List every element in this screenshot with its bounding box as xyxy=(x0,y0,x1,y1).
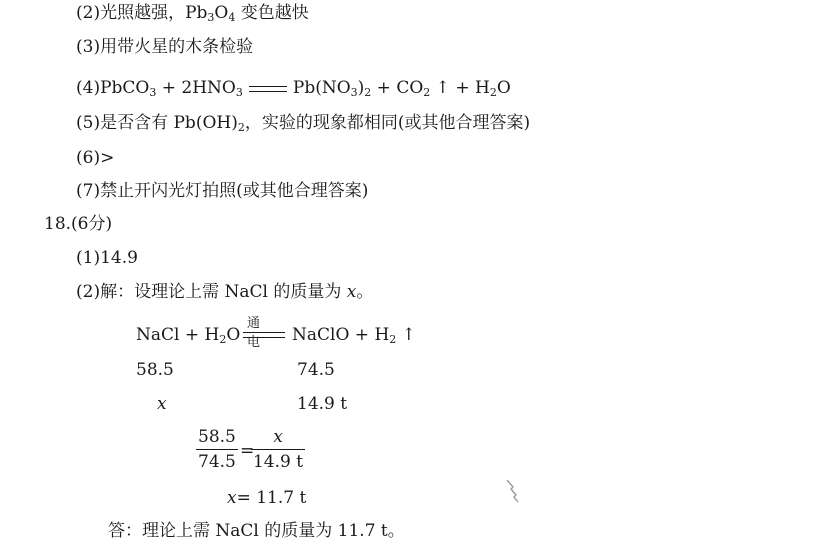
item-number: (6) xyxy=(76,148,101,168)
item-number: (2) xyxy=(76,282,101,302)
molar-mass-nacl: 58.5 xyxy=(136,360,174,380)
q18-part-2: (2)解：设理论上需 NaCl 的质量为 x。 xyxy=(76,282,374,302)
q18-part-1 xyxy=(76,247,138,269)
item-text: 禁止开闪光灯拍照(或其他合理答案) xyxy=(100,181,369,201)
item-2 xyxy=(76,2,309,24)
item-number: (1) xyxy=(76,248,101,268)
known-mass: 14.9 t xyxy=(297,394,348,414)
condition-label: 通电 xyxy=(247,316,261,350)
fraction-right xyxy=(251,426,305,473)
item-text: 光照越强，$Pb_3O_4$ 变色越快 xyxy=(100,3,309,24)
item-text: 用带火星的木条检验 xyxy=(100,37,254,57)
item-7 xyxy=(76,180,368,202)
question-18-header: 18.(6分) xyxy=(44,214,113,234)
item-number: (7) xyxy=(76,181,101,201)
reaction-right: NaClO + $H_2$ ↑ xyxy=(292,325,416,346)
fraction-denominator: 74.5 xyxy=(198,452,236,472)
fraction-denominator: 14.9 t xyxy=(252,452,304,472)
unknown-x: x xyxy=(157,394,167,414)
fraction-numerator: 58.5 xyxy=(196,426,238,450)
item-text: 是否含有 $Pb(OH)_2$，实验的现象都相同(或其他合理答案) xyxy=(100,113,531,134)
scan-speck-mark xyxy=(504,478,522,504)
molar-mass-naclo: 74.5 xyxy=(297,360,335,380)
item-text: 14.9 xyxy=(100,248,138,268)
item-number: (5) xyxy=(76,113,101,133)
item-6 xyxy=(76,147,114,169)
item-number: (3) xyxy=(76,37,101,57)
result: x= 11.7 t xyxy=(227,488,307,508)
item-5 xyxy=(76,112,530,134)
item-number: (2) xyxy=(76,3,101,23)
double-bar-equals xyxy=(249,84,287,94)
item-number: (4) xyxy=(76,78,101,98)
equals-sign: = xyxy=(240,441,255,461)
fraction-left xyxy=(196,426,238,473)
chemical-equation: PbCO$_3$ + $2HNO_3$ $Pb(NO_3)_2 + CO_2$ ↑ + $H_2O$ xyxy=(100,78,511,99)
final-answer: 答：理论上需 NaCl 的质量为 11.7 t。 xyxy=(108,521,405,541)
fraction-numerator: x xyxy=(251,426,305,450)
reaction-left: NaCl + $H_2O$ xyxy=(136,325,241,346)
item-4 xyxy=(76,77,511,99)
item-3 xyxy=(76,36,253,58)
item-text: > xyxy=(100,148,115,168)
variable-x: x xyxy=(346,282,357,302)
